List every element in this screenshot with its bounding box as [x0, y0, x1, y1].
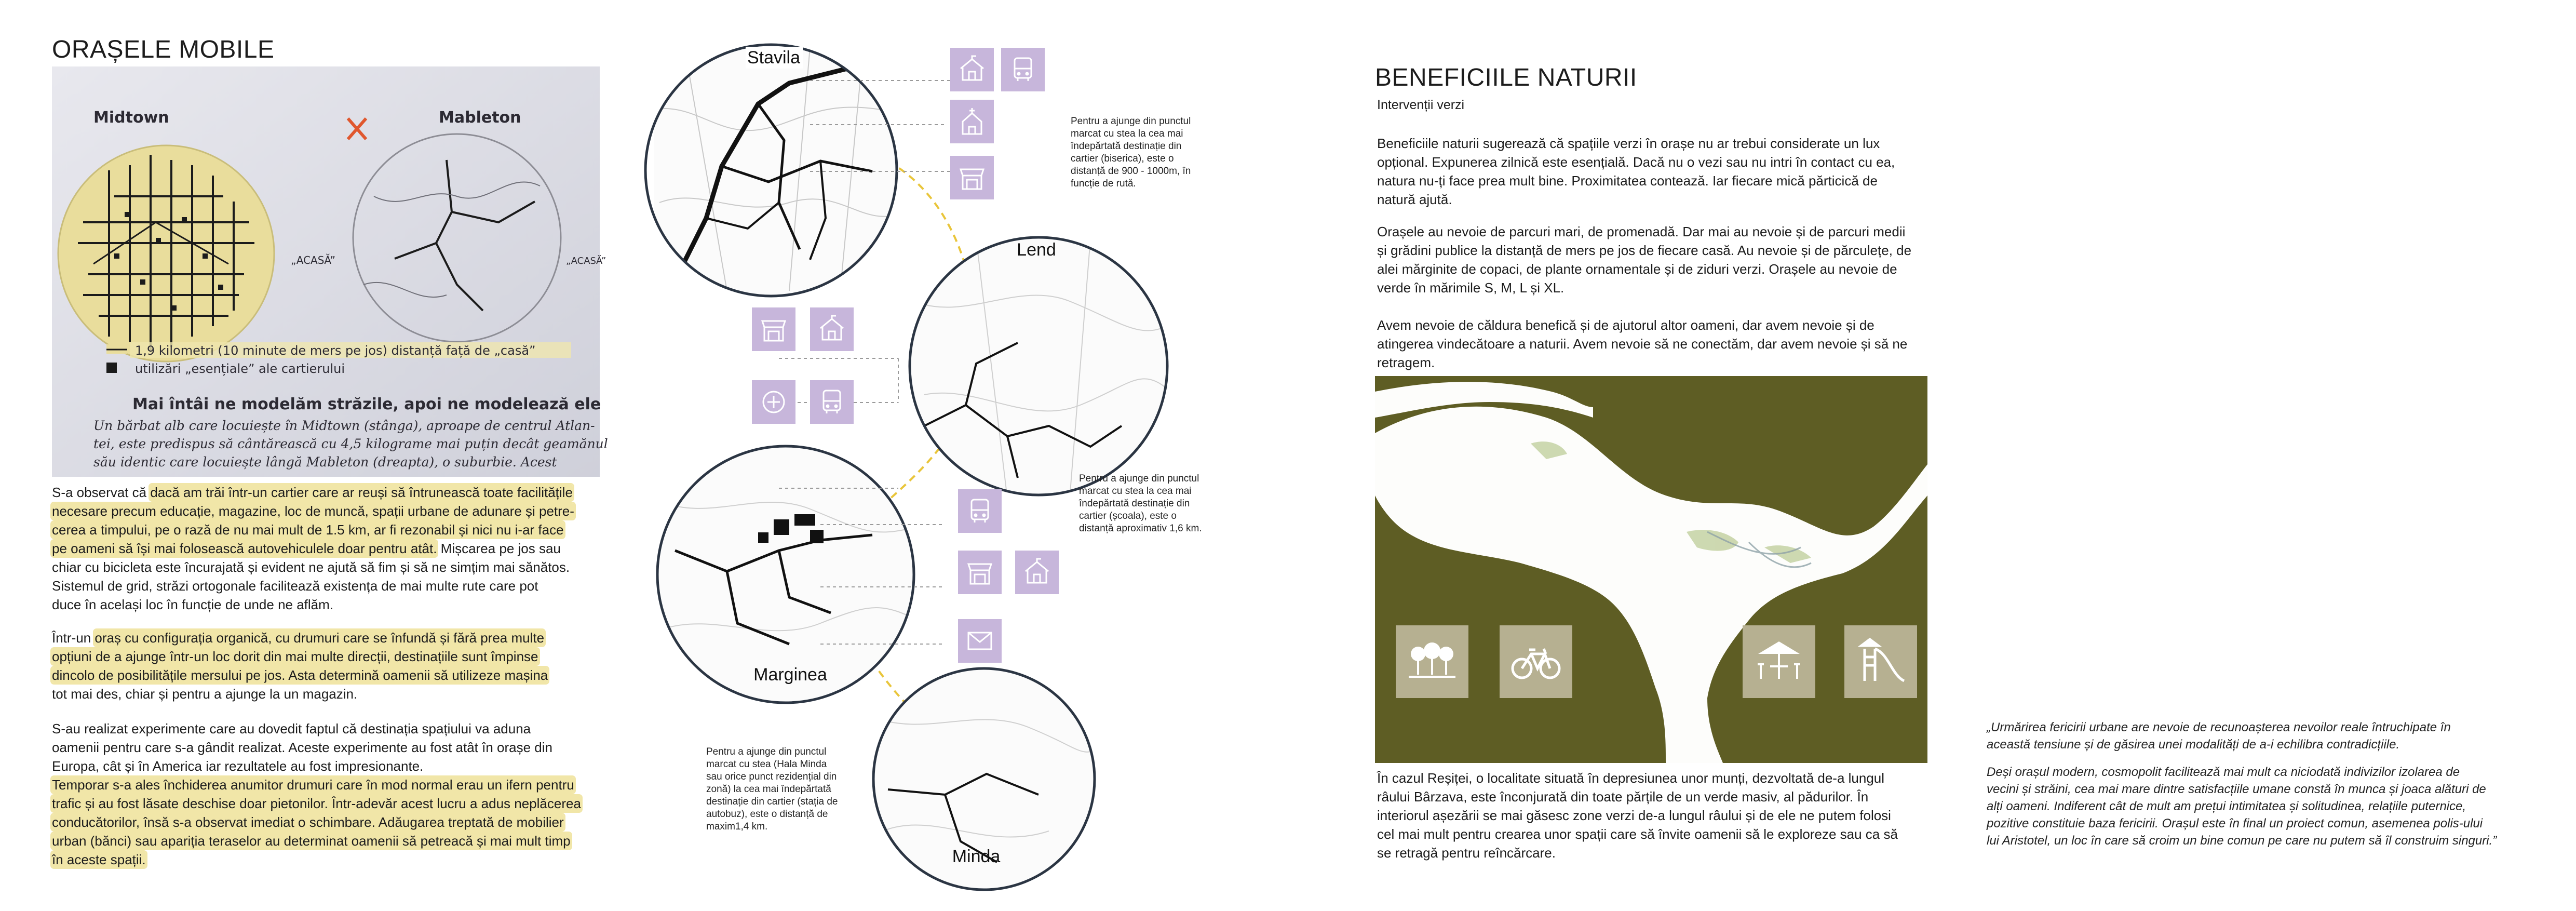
shop-icon — [958, 551, 1002, 594]
left-paragraph-3 — [52, 719, 644, 869]
quote-line: pozitive constituie baza fericirii. Orașul este în final un proiect comun, asemenea polis-ului — [1987, 816, 2483, 830]
text-span: Mișcarea pe jos sau — [437, 541, 561, 556]
text-line — [52, 685, 639, 703]
text-line — [52, 595, 639, 614]
text-line — [52, 577, 639, 595]
text-line: natură ajută. — [1377, 192, 1452, 207]
quote-paragraph — [1987, 763, 2558, 849]
text-line: marcat cu stea la cea mai — [1071, 128, 1183, 139]
highlighted-text: în aceste spații. — [52, 852, 146, 867]
text-line: retragem. — [1377, 355, 1435, 370]
school-icon — [950, 48, 994, 91]
text-line: interiorul așezării se mai găsesc zone verzi de-a lungul râului și de ele ne putem folosi — [1377, 808, 1891, 823]
highlighted-text: necesare precum educație, magazine, loc de muncă, spații urbane de adunare și petre- — [52, 503, 574, 519]
text-line: Pentru a ajunge din punctul — [1079, 473, 1199, 484]
text-line: îndepărtată destinație din — [1071, 141, 1182, 152]
note-minda — [706, 746, 841, 833]
text-line — [52, 794, 644, 813]
stavila-label: Stavila — [747, 48, 801, 68]
quote-line: alți oameni. Indiferent cât de mult am prețui intimitatea și solitudinea, relațiile puternice, — [1987, 799, 2466, 813]
highlighted-text: oraș cu configurația organică, cu drumuri care se înfundă și fără prea multe — [95, 630, 545, 646]
text-line — [52, 558, 639, 577]
book-photo-maps — [52, 66, 608, 477]
book-line-1: Un bărbat alb care locuiește în Midtown (stânga), aproape de centrul Atlan- — [93, 418, 595, 433]
legend-essential: utilizări „esențiale” ale cartierului — [135, 361, 345, 376]
text-span: oamenii pentru care s-a gândit realizat. Aceste experimente au fost atât în orașe din — [52, 740, 552, 755]
text-line: marcat cu stea la cea mai — [1079, 486, 1192, 497]
text-span: Sistemul de grid, străzi ortogonale facilitează existența de mai multe rute care pot — [52, 578, 538, 594]
text-line: cartier (biserica), este o — [1071, 153, 1174, 164]
text-line: destinație din cartier (stația de — [706, 796, 838, 807]
text-line: și grădini publice la distanță de mers pe jos de fiecare casă. Au nevoie și de părculețe, de — [1377, 243, 1912, 258]
text-span: Într-un — [52, 630, 95, 646]
text-line: maxim1,4 km. — [706, 821, 768, 832]
shop-icon — [752, 307, 795, 351]
right-paragraph-3 — [1377, 316, 1943, 372]
text-line — [52, 502, 639, 520]
highlighted-text: pe oameni să își mai folosească autovehiculele doar pentru atât. — [52, 541, 437, 556]
shop-icon — [950, 156, 994, 199]
bus-stop-icon — [810, 380, 854, 424]
text-line: natura nu-ți face prea mult bine. Proximitatea contează. Iar fiecare mică părticică de — [1377, 173, 1878, 189]
text-line: opțional. Expunerea zilnică este esențială. Dacă nu o vezi sau nu intri în contact cu ea, — [1377, 154, 1895, 170]
text-line — [52, 757, 644, 775]
text-line — [52, 539, 639, 558]
text-line — [52, 520, 639, 539]
green-areas-map — [1375, 376, 1927, 763]
pharmacy-icon — [752, 380, 795, 424]
quote-line: „Urmărirea fericirii urbane are nevoie de recunoașterea nevoilor reale întruchipate în — [1987, 720, 2451, 734]
text-line — [52, 628, 639, 647]
quote-line: Deși orașul modern, cosmopolit facilitează mai mult ca niciodată indivizilor izolarea de — [1987, 765, 2460, 779]
legend-distance: 1,9 kilometri (10 minute de mers pe jos) distanță față de „casă” — [135, 343, 536, 358]
text-line: Avem nevoie de căldura benefică și de ajutorul altor oameni, dar avem nevoie și de — [1377, 317, 1874, 333]
bus-stop-icon — [1001, 48, 1045, 91]
text-line — [52, 738, 644, 757]
lend-label: Lend — [1017, 240, 1056, 260]
section-title-beneficiile-naturii: BENEFICIILE NATURII — [1375, 64, 1637, 91]
text-line: În cazul Reșiței, o localitate situată în depresiunea unor munți, dezvoltată de-a lungul — [1377, 770, 1885, 786]
note-stavila — [1071, 115, 1206, 190]
text-line — [52, 850, 644, 869]
section-subtitle: Intervenții verzi — [1377, 98, 1465, 112]
mableton-label: Mableton — [439, 109, 521, 127]
text-span: duce în același loc în funcție de unde ne aflăm. — [52, 597, 334, 612]
mail-icon — [958, 619, 1002, 663]
highlighted-text: trafic și au fost lăsate deschise doar pietonilor. Într-adevăr acest lucru a adus neplăcerea — [52, 796, 581, 811]
highlighted-text: cerea a timpului, pe o rază de nu mai mult de 1.5 km, ar fi rezonabil și nici nu i-ar face — [52, 522, 564, 538]
aristotle-quote — [1987, 719, 2558, 860]
note-lend — [1079, 473, 1224, 535]
left-paragraph-1 — [52, 483, 639, 614]
text-line — [52, 483, 639, 502]
text-line: Beneficiile naturii sugerează că spațiile verzi în orașe nu ar trebui considerate un lux — [1377, 136, 1880, 151]
book-line-2: tei, este predispus să cântărească cu 4,5 kilograme mai puțin decât geamănul — [93, 436, 608, 451]
highlighted-text: conducătorilor, însă s-a observat imediat o schimbare. Adăugarea treptată de mobilier — [52, 814, 564, 830]
text-line — [52, 775, 644, 794]
text-line: Pentru a ajunge din punctul — [1071, 116, 1191, 127]
quote-paragraph — [1987, 719, 2558, 753]
marginea-label: Marginea — [753, 665, 827, 685]
right-paragraph-4 — [1377, 769, 1943, 862]
text-line — [52, 647, 639, 666]
text-line: cel mai mult pentru crearea unor spații care să învite oamenii să le exploreze sau ca să — [1377, 826, 1898, 842]
highlighted-text: urban (bănci) sau apariția teraselor au determinat oamenii să petreacă și mai mult timp — [52, 833, 571, 849]
section-title-orasele-mobile: ORAȘELE MOBILE — [52, 36, 275, 63]
text-line: verde în mărimile S, M, L și XL. — [1377, 280, 1565, 296]
text-line: Pentru a ajunge din punctul — [706, 746, 827, 757]
text-line — [52, 813, 644, 832]
bus-stop-icon — [958, 489, 1002, 533]
book-photo — [52, 66, 608, 477]
quote-line: lui Aristotel, un loc în care să croim un bine comun pe care nu putem să îl construim singuri.” — [1987, 834, 2497, 848]
text-line: îndepărtată destinație din — [1079, 498, 1190, 509]
school-icon — [810, 307, 854, 351]
midtown-label: Midtown — [93, 109, 169, 127]
playground-slide-icon — [1844, 625, 1917, 698]
text-line — [52, 832, 644, 850]
right-paragraph-2 — [1377, 222, 1943, 297]
text-line: Orașele au nevoie de parcuri mari, de promenadă. Dar mai au nevoie și de parcuri medii — [1377, 224, 1906, 239]
midtown-circle — [58, 145, 274, 361]
bicycle-icon — [1500, 625, 1572, 698]
text-line: se retragă pentru reîncărcare. — [1377, 845, 1556, 861]
minda-label: Minda — [952, 847, 1001, 866]
right-paragraph-1 — [1377, 134, 1943, 209]
quote-line: aceastǎ tensiune și de găsirea unei modalități de a-i echilibra contradicțiile. — [1987, 738, 2400, 752]
text-line: zonă) la cea mai îndepărtată — [706, 784, 831, 795]
text-line: sau orice punct rezidențial din — [706, 771, 837, 782]
church-icon — [950, 100, 994, 143]
trees-icon — [1396, 625, 1468, 698]
text-span: S-a observat că — [52, 485, 151, 500]
text-line — [52, 719, 644, 738]
home-label-right: „ACASĂ” — [566, 256, 606, 266]
highlighted-text: opțiuni de a ajunge într-un loc dorit din mai multe direcții, destinațiile sunt împinse — [52, 649, 538, 664]
text-line — [52, 666, 639, 685]
text-line: funcție de rută. — [1071, 178, 1136, 189]
text-line: atingerea vindecătoare a naturii. Avem nevoie să ne conectăm, dar avem nevoie și să ne — [1377, 336, 1908, 352]
book-heading: Mai întâi ne modelăm străzile, apoi ne modelează ele — [132, 395, 601, 413]
home-label-left: „ACASĂ” — [291, 254, 335, 266]
text-line: râului Bârzava, este înconjurată din toate părțile de un verde masiv, al pădurilor. În — [1377, 789, 1869, 805]
highlighted-text: dacă am trăi într-un cartier care ar reuși să întrunească toate facilitățile — [150, 485, 573, 500]
highlighted-text: Temporar s-a ales închiderea anumitor drumuri care în mod normal erau un ifern pentru — [52, 777, 574, 793]
text-span: chiar cu bicicleta este încurajată și evident ne ajută să fim și să ne simțim mai sănătos. — [52, 559, 570, 575]
text-line: cartier (școala), este o — [1079, 511, 1177, 521]
text-span: Europa, cât și în America iar rezultatele au fost impresionante. — [52, 758, 424, 774]
quote-line: vecini și străini, cea mai mare dintre satisfacțiile umane constă în munca și joaca alături de — [1987, 782, 2486, 796]
text-line: marcat cu stea (Hala Minda — [706, 759, 827, 770]
text-line: autobuz), este o distanță de — [706, 809, 828, 820]
text-span: S-au realizat experimente care au dovedit faptul că destinația spațiului va aduna — [52, 721, 531, 736]
text-span: tot mai des, chiar și pentru a ajunge la un magazin. — [52, 686, 358, 702]
lend-map — [903, 234, 1174, 504]
text-line: alei mărginite de copaci, de plante ornamentale și de ziduri verzi. Orașele au nevoie de — [1377, 261, 1897, 277]
text-line: distanță de 900 - 1000m, în — [1071, 166, 1191, 177]
cafe-terrace-icon — [1743, 625, 1815, 698]
river-map — [1375, 376, 1927, 763]
text-line: distanță aproximativ 1,6 km. — [1079, 523, 1202, 534]
school-icon — [1015, 551, 1059, 594]
left-paragraph-2 — [52, 628, 639, 703]
highlighted-text: dincolo de posibilitățile mersului pe jos. Asta determină oamenii să utilizeze mașina — [52, 667, 548, 683]
book-line-3: său identic care locuiește lângă Mableton (dreapta), o suburbie. Acest — [93, 454, 557, 470]
